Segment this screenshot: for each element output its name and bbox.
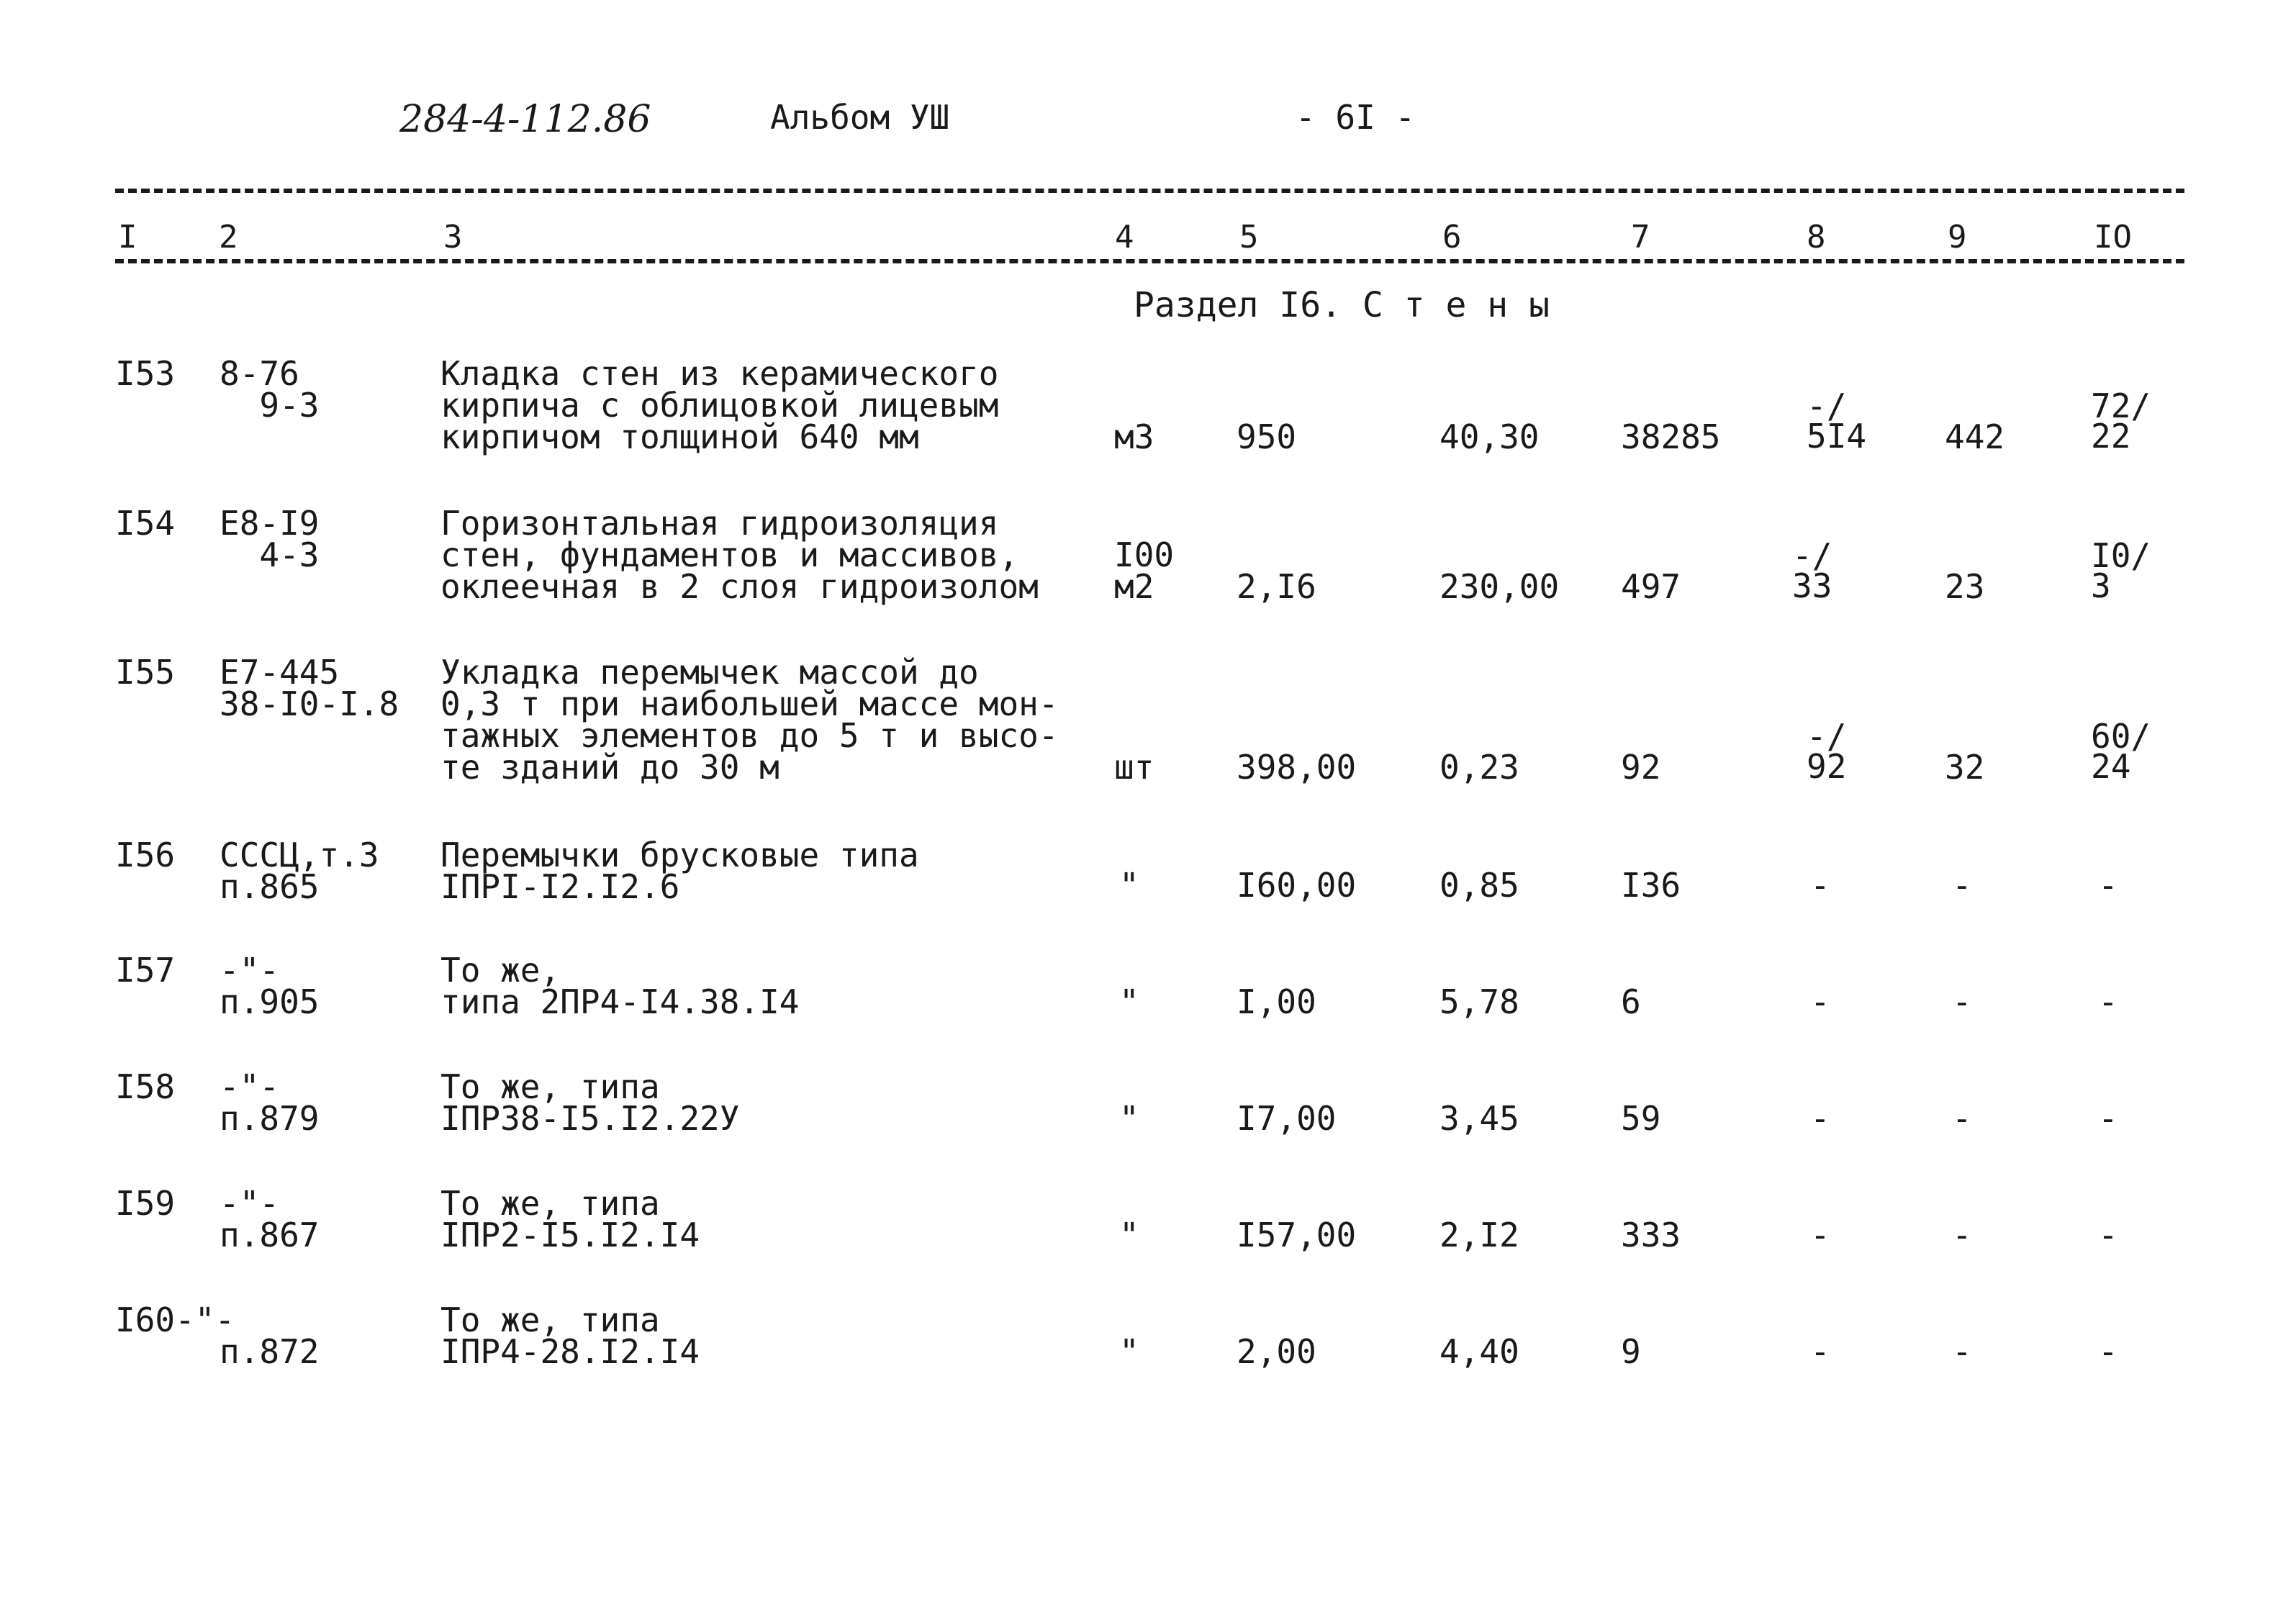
column-number-5: 5 bbox=[1237, 222, 1262, 253]
row-description: Горизонтальная гидроизоляция стен, фундаментов и массивов, оклеечная в 2 слоя гидроизолом bbox=[440, 504, 1039, 606]
row-col9: - bbox=[1952, 1099, 1972, 1138]
row-unit-price: 2,I2 bbox=[1439, 1216, 1519, 1254]
row-number: I59 bbox=[115, 1184, 176, 1223]
row-quantity: 950 bbox=[1237, 417, 1297, 456]
column-number-10: IO bbox=[2091, 222, 2135, 253]
document-code: 284-4-112.86 bbox=[399, 98, 651, 141]
page-number: - 6I - bbox=[1296, 98, 1416, 137]
top-dashed-rule bbox=[115, 189, 2184, 193]
row-quantity: 398,00 bbox=[1237, 748, 1357, 787]
row-code: Е7-445 38-I0-I.8 bbox=[220, 653, 399, 723]
row-total: 38285 bbox=[1621, 417, 1721, 456]
row-total: I36 bbox=[1621, 866, 1681, 905]
row-number: I53 bbox=[115, 354, 176, 393]
row-code: п.872 bbox=[220, 1332, 320, 1371]
row-description: То же, типа IПР2-I5.I2.I4 bbox=[440, 1184, 700, 1254]
album-label: Альбом УШ bbox=[770, 98, 950, 137]
row-number: I56 bbox=[115, 836, 176, 874]
row-col9: 442 bbox=[1945, 417, 2005, 456]
row-quantity: I,00 bbox=[1237, 982, 1316, 1021]
row-col10: 72/ 22 bbox=[2091, 386, 2151, 456]
row-col8: - bbox=[1810, 1332, 1830, 1371]
row-col10: 60/ 24 bbox=[2091, 717, 2151, 786]
column-number-1: I bbox=[115, 222, 140, 253]
row-col9: 32 bbox=[1945, 748, 1985, 787]
row-code: Е8-I9 4-3 bbox=[220, 504, 320, 574]
row-description: То же, типа IПР4-28.I2.I4 bbox=[440, 1300, 700, 1371]
row-code: 8-76 9-3 bbox=[220, 354, 320, 425]
row-description: То же, типа IПР38-I5.I2.22У bbox=[440, 1067, 740, 1138]
row-code: СССЦ,т.3 п.865 bbox=[220, 836, 379, 906]
row-col8: - bbox=[1810, 982, 1830, 1021]
column-number-4: 4 bbox=[1112, 222, 1137, 253]
row-col10: I0/ 3 bbox=[2091, 536, 2151, 605]
row-description: Кладка стен из керамического кирпича с облицовкой лицевым кирпичом толщиной 640 мм bbox=[440, 354, 999, 456]
row-quantity: 2,00 bbox=[1237, 1332, 1316, 1371]
row-quantity: I60,00 bbox=[1237, 866, 1357, 905]
row-col8: -/ 33 bbox=[1792, 536, 1832, 605]
row-col9: - bbox=[1952, 982, 1972, 1021]
column-number-8: 8 bbox=[1804, 222, 1829, 253]
row-unit: " bbox=[1119, 1216, 1139, 1254]
row-col10: - bbox=[2098, 1216, 2118, 1254]
column-number-3: 3 bbox=[440, 222, 466, 253]
row-number: I54 bbox=[115, 504, 176, 543]
row-total: 92 bbox=[1621, 748, 1661, 787]
column-dashed-rule bbox=[115, 259, 2184, 263]
row-quantity: I57,00 bbox=[1237, 1216, 1357, 1254]
row-col9: - bbox=[1952, 1332, 1972, 1371]
row-number: I55 bbox=[115, 653, 176, 692]
row-code: -"- п.905 bbox=[220, 951, 320, 1021]
row-unit: I00 м2 bbox=[1114, 535, 1175, 606]
row-col10: - bbox=[2098, 1099, 2118, 1138]
row-col8: - bbox=[1810, 1099, 1830, 1138]
row-quantity: 2,I6 bbox=[1237, 567, 1316, 606]
row-col8: -/ 5I4 bbox=[1807, 386, 1867, 456]
row-unit-price: 0,23 bbox=[1439, 748, 1519, 787]
row-unit: " bbox=[1119, 982, 1139, 1021]
row-unit-price: 0,85 bbox=[1439, 866, 1519, 905]
row-unit: " bbox=[1119, 866, 1139, 905]
row-col8: - bbox=[1810, 866, 1830, 905]
row-unit-price: 4,40 bbox=[1439, 1332, 1519, 1371]
row-code: -"- п.867 bbox=[220, 1184, 320, 1254]
row-total: 497 bbox=[1621, 567, 1681, 606]
row-unit: м3 bbox=[1114, 417, 1154, 456]
row-code: -"- п.879 bbox=[220, 1067, 320, 1138]
row-unit-price: 230,00 bbox=[1439, 567, 1560, 606]
row-col10: - bbox=[2098, 982, 2118, 1021]
row-unit: " bbox=[1119, 1099, 1139, 1138]
row-total: 9 bbox=[1621, 1332, 1641, 1371]
row-total: 6 bbox=[1621, 982, 1641, 1021]
row-col9: 23 bbox=[1945, 567, 1985, 606]
column-number-7: 7 bbox=[1628, 222, 1653, 253]
row-col9: - bbox=[1952, 1216, 1972, 1254]
row-description: Укладка перемычек массой до 0,3 т при наибольшей массе мон- тажных элементов до 5 т и высо- те зданий до 30 м bbox=[440, 653, 1059, 787]
row-col9: - bbox=[1952, 866, 1972, 905]
row-unit: " bbox=[1119, 1332, 1139, 1371]
row-number: I60-"- bbox=[115, 1300, 235, 1339]
row-col8: -/ 92 bbox=[1807, 717, 1847, 786]
row-unit-price: 3,45 bbox=[1439, 1099, 1519, 1138]
row-number: I57 bbox=[115, 951, 176, 990]
row-unit-price: 40,30 bbox=[1439, 417, 1540, 456]
column-number-9: 9 bbox=[1945, 222, 1970, 253]
section-title: Раздел I6. С т е н ы bbox=[1134, 285, 1550, 325]
row-description: То же, типа 2ПР4-I4.38.I4 bbox=[440, 951, 800, 1021]
row-col10: - bbox=[2098, 1332, 2118, 1371]
row-description: Перемычки брусковые типа IПРI-I2.I2.6 bbox=[440, 836, 919, 906]
row-number: I58 bbox=[115, 1067, 176, 1106]
column-number-6: 6 bbox=[1439, 222, 1465, 253]
row-total: 333 bbox=[1621, 1216, 1681, 1254]
column-number-2: 2 bbox=[216, 222, 241, 253]
row-col10: - bbox=[2098, 866, 2118, 905]
row-total: 59 bbox=[1621, 1099, 1661, 1138]
row-col8: - bbox=[1810, 1216, 1830, 1254]
row-unit: шт bbox=[1114, 748, 1154, 787]
row-quantity: I7,00 bbox=[1237, 1099, 1337, 1138]
row-unit-price: 5,78 bbox=[1439, 982, 1519, 1021]
